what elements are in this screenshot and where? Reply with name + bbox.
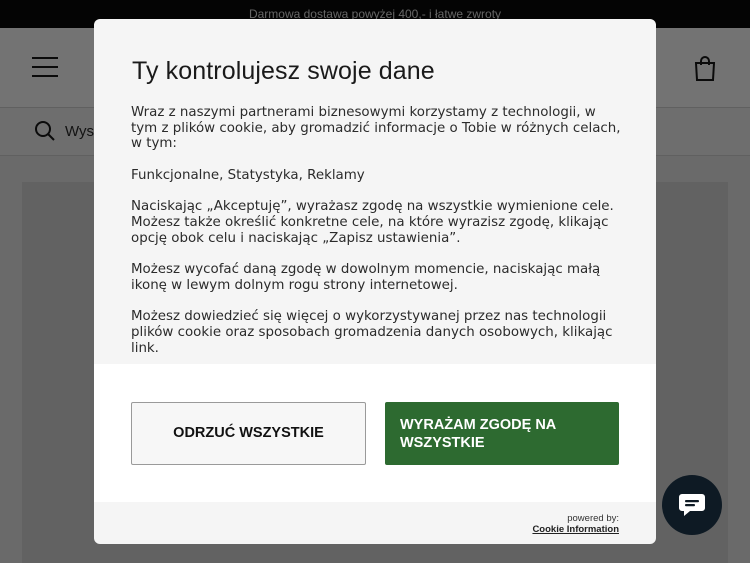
consent-paragraph: Naciskając „Akceptuję”, wyrażasz zgodę na wszystkie wymienione cele. Możesz także określić konkretne cele, na które wyrazisz zgodę, klikając opcję obok celu i naciskając „Zapisz ustawienia”. (131, 199, 614, 246)
cookie-consent-dialog (94, 19, 656, 544)
powered-by (532, 514, 619, 535)
consent-paragraph: Możesz wycofać daną zgodę w dowolnym momencie, naciskając małą ikonę w lewym dolnym rogu strony internetowej. (131, 262, 601, 293)
powered-by-label: powered by: (567, 513, 619, 524)
cookie-information-link[interactable]: Cookie Information (532, 523, 619, 535)
dialog-button-area (94, 364, 656, 502)
chat-bubble-icon (678, 492, 706, 518)
dialog-body (131, 105, 621, 372)
consent-paragraph: Wraz z naszymi partnerami biznesowymi korzystamy z technologii, w tym z plików cookie, aby gromadzić informacje o Tobie w różnych celach, w tym: (131, 105, 621, 152)
reject-all-button[interactable]: ODRZUĆ WSZYSTKIE (131, 402, 366, 465)
consent-paragraph: Możesz dowiedzieć się więcej o wykorzystywanej przez nas technologii plików cookie oraz sposobach gromadzenia danych osobowych, klikając link. (131, 309, 613, 356)
accept-all-button[interactable]: WYRAŻAM ZGODĘ NA WSZYSTKIE (385, 402, 619, 465)
dialog-title: Ty kontrolujesz swoje dane (132, 57, 435, 85)
consent-purposes: Funkcjonalne, Statystyka, Reklamy (131, 167, 365, 183)
chat-button[interactable] (662, 475, 722, 535)
